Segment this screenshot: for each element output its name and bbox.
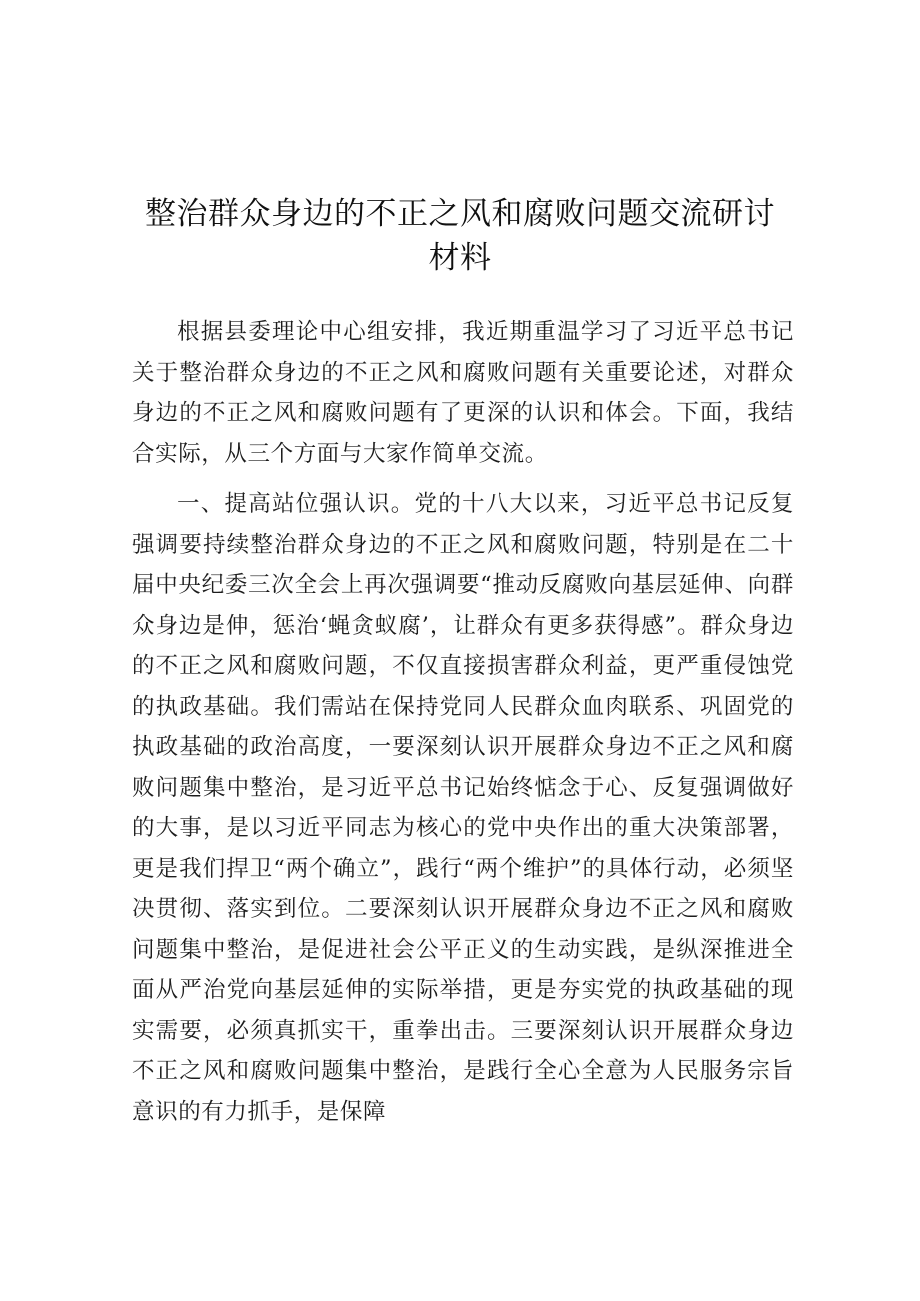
document-title [120,192,800,280]
intro-paragraph: 根据县委理论中心组安排，我近期重温学习了习近平总书记关于整治群众身边的不正之风和腐败问题有关重要论述，对群众身边的不正之风和腐败问题有了更深的认识和体会。下面，我结合实际，从三个方面与大家作简单交流。 [132,319,794,467]
document-title-line-2: 材料 [428,240,492,276]
document-title-line-1: 整治群众身边的不正之风和腐败问题交流研讨 [145,196,775,232]
document-body [132,312,794,1136]
section-one-paragraph: 一、提高站位强认识。党的十八大以来，习近平总书记反复强调要持续整治群众身边的不正之风和腐败问题，特别是在二十届中央纪委三次全会上再次强调要“推动反腐败向基层延伸、向群众身边是伸，惩治‘蝇贪蚁腐’，让群众有更多获得感”。群众身边的不正之风和腐败问题，不仅直接损害群众利益，更严重侵蚀党的执政基础。我们需站在保持党同人民群众血肉联系、巩固党的执政基础的政治高度，一要深刻认识开展群众身边不正之风和腐败问题集中整治，是习近平总书记始终惦念于心、反复强调做好的大事，是以习近平同志为核心的党中央作出的重大决策部署，更是我们捍卫“两个确立”，践行“两个维护”的具体行动，必须坚决贯彻、落实到位。二要深刻认识开展群众身边不正之风和腐败问题集中整治，是促进社会公平正义的生动实践，是纵深推进全面从严治党向基层延伸的实际举措，更是夯实党的执政基础的现实需要，必须真抓实干，重拳出击。三要深刻认识开展群众身边不正之风和腐败问题集中整治，是践行全心全意为人民服务宗旨意识的有力抓手，是保障 [132,491,794,1125]
